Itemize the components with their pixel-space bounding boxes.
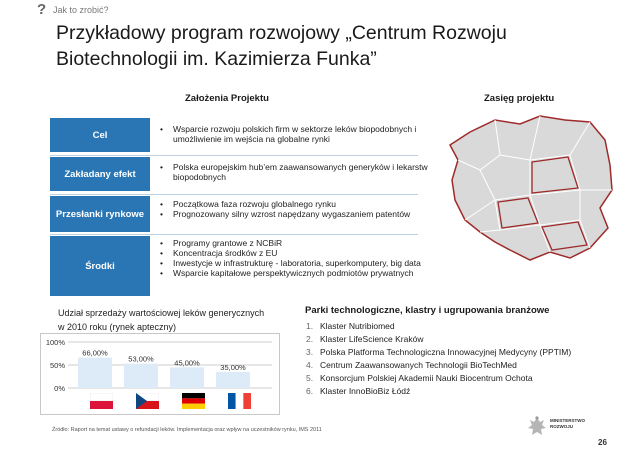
france-flag-icon [228, 393, 251, 409]
assumptions-heading: Założenia Projektu [185, 93, 269, 104]
list-item-number: 4. [306, 360, 314, 370]
share-chart-title-line-1: Udział sprzedaży wartościowej leków generycznych [58, 308, 265, 318]
list-item-number: 2. [306, 334, 314, 344]
list-item-text: Klaster InnoBioBiz Łódź [320, 386, 411, 396]
poland-map-outline [450, 116, 612, 260]
list-item [306, 385, 571, 398]
list-item-text: Centrum Zaawansowanych Technologii BioTechMed [320, 360, 517, 370]
page-title [56, 20, 626, 72]
list-item-number: 5. [306, 373, 314, 383]
czech-flag-icon [136, 393, 159, 409]
list-item [306, 372, 571, 385]
y-tick-label: 100% [45, 338, 65, 347]
section-kicker: Jak to zrobić? [53, 5, 109, 15]
row-label-means: Środki [50, 236, 150, 296]
bar-value-label: 53,00% [128, 354, 154, 364]
question-mark-icon: ? [37, 1, 47, 18]
parks-list [306, 320, 571, 398]
row-label-market: Przesłanki rynkowe [50, 196, 150, 232]
list-item: • Inwestycje w infrastrukturę - laboratoria, superkomputery, big data [160, 258, 430, 268]
page-title-line-1: Przykładowy program rozwojowy „Centrum Rozwoju [56, 22, 507, 44]
list-item-number: 6. [306, 386, 314, 396]
bar-value-label: 45,00% [174, 358, 200, 368]
list-item-text: Klaster LifeScience Kraków [320, 334, 424, 344]
y-tick-label: 50% [49, 361, 65, 370]
goal-bullets [160, 124, 430, 144]
page-title-line-2: Biotechnologii im. Kazimierza Funka” [56, 48, 377, 70]
row-divider [50, 194, 418, 195]
share-chart-title [58, 306, 288, 334]
map-heading: Zasięg projektu [484, 93, 555, 104]
poland-flag-icon [90, 393, 113, 409]
page-number: 26 [598, 438, 607, 447]
ministry-logo-line-1: MINISTERSTWO [550, 418, 585, 423]
effect-bullets [160, 162, 430, 182]
bar-value-label: 66,00% [82, 348, 108, 358]
chart-bars [78, 349, 250, 388]
list-item: • Polska europejskim hub’em zaawansowanych generyków i lekarstw biopodobnych [160, 162, 430, 182]
share-chart-title-line-2: w 2010 roku (rynek apteczny) [58, 322, 177, 332]
list-item-number: 3. [306, 347, 314, 357]
list-item-text: Polska Platforma Technologiczna Innowacyjnej Medycyny (PPTIM) [320, 347, 572, 357]
market-bullets [160, 199, 430, 219]
bar-niemcy [170, 367, 204, 388]
ministry-logo-text [550, 418, 585, 430]
list-item: • Początkowa faza rozwoju globalnego rynku [160, 199, 430, 209]
list-item: • Wsparcie kapitałowe perspektywicznych podmiotów prywatnych [160, 268, 430, 278]
list-item: • Koncentracja środków z EU [160, 248, 430, 258]
list-item-text: Klaster Nutribiomed [320, 321, 395, 331]
poland-map [440, 110, 620, 270]
list-item: • Wsparcie rozwoju polskich firm w sektorze leków biopodobnych i umożliwienie im wejścia na globalne rynki [160, 124, 430, 144]
bar-francja [216, 372, 250, 388]
y-tick-label: 0% [54, 384, 65, 393]
means-bullets [160, 238, 430, 278]
row-divider [50, 234, 418, 235]
bar-value-label: 35,00% [220, 362, 246, 372]
list-item-number: 1. [306, 321, 314, 331]
row-label-effect: Zakładany efekt [50, 157, 150, 191]
list-item: • Programy grantowe z NCBiR [160, 238, 430, 248]
list-item: • Prognozowany silny wzrost napędzany wygaszaniem patentów [160, 209, 430, 219]
list-item [306, 333, 571, 346]
row-divider [50, 155, 418, 156]
row-label-goal: Cel [50, 118, 150, 152]
bar-czechy [124, 364, 158, 388]
germany-flag-icon [182, 393, 205, 409]
bar-polska [78, 358, 112, 388]
list-item [306, 320, 571, 333]
list-item-text: Konsorcjum Polskiej Akademii Nauki Biocentrum Ochota [320, 373, 533, 383]
ministry-logo-line-2: ROZWOJU [550, 424, 573, 429]
parks-heading: Parki technologiczne, klastry i ugrupowania branżowe [305, 305, 550, 316]
list-item [306, 346, 571, 359]
list-item [306, 359, 571, 372]
source-note: Źródło: Raport na temat ustawy o refundacji leków. Implementacja oraz wpływ na uczestników rynku, IMS 2011 [52, 427, 322, 433]
